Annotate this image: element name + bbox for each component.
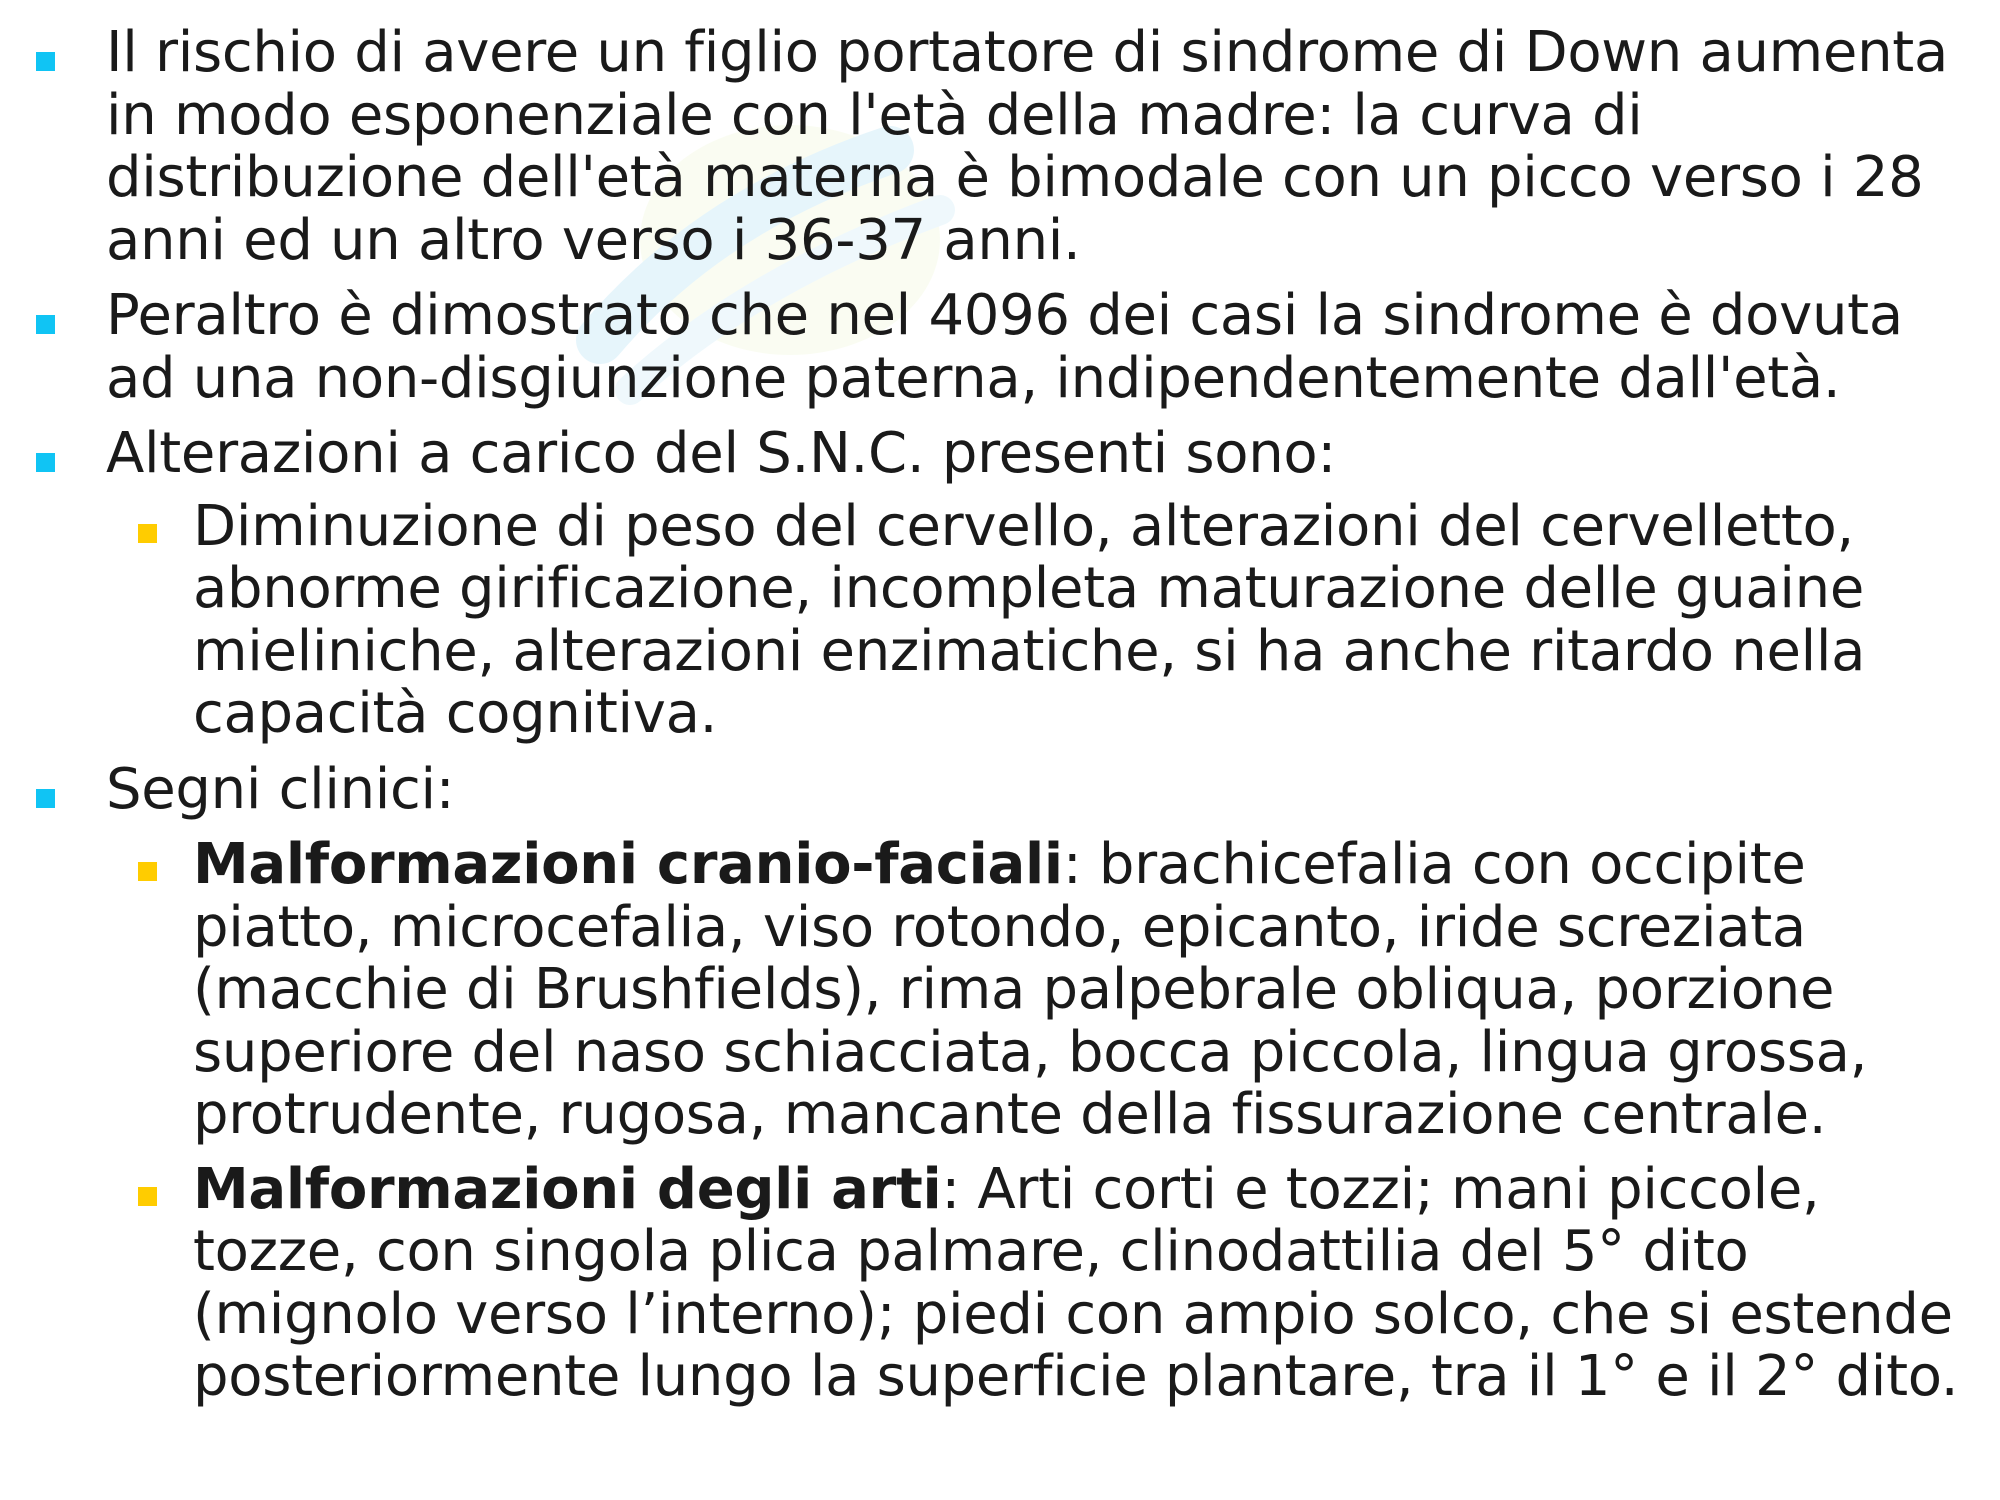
square-bullet-icon <box>36 52 55 71</box>
sub-bullet-item <box>0 834 1993 1147</box>
bullet-text: Il rischio di avere un figlio portatore di sindrome di Down aumenta in modo esponenziale con l'età della madre: la curva di distribuzione dell'età materna è bimodale con un picco verso i 28 anni ed un altro verso i 36-37 anni. <box>106 20 1948 273</box>
square-bullet-icon <box>36 453 55 472</box>
bullet-item <box>0 285 1986 410</box>
bullet-item <box>0 756 1986 822</box>
sub-bullet-heading: Malformazioni degli arti <box>193 1156 942 1222</box>
sub-bullet-body: : Arti corti e tozzi; mani piccole, tozze, con singola plica palmare, clinodattilia del 5° dito (mignolo verso l’interno); piedi con ampio solco, che si estende posteriormente lungo la superficie plantare, tra il 1° e il 2° dito. <box>193 1156 1959 1409</box>
square-bullet-icon <box>138 862 157 881</box>
square-bullet-icon <box>36 789 55 808</box>
sub-bullet-item <box>0 493 1993 746</box>
bullet-text: Peraltro è dimostrato che nel 4096 dei casi la sindrome è dovuta ad una non-disgiunzione paterna, indipendentemente dall'età. <box>106 283 1903 411</box>
sub-bullet-heading: Malformazioni cranio-faciali <box>193 832 1063 897</box>
bullet-item <box>0 423 1986 486</box>
bullet-list <box>0 22 2000 1409</box>
square-bullet-icon <box>138 1187 157 1206</box>
sub-bullet-item <box>0 1156 1993 1409</box>
sub-bullet-text <box>193 834 1993 1147</box>
bullet-item <box>0 22 1986 272</box>
sub-bullet-body: : brachicefalia con occipite piatto, microcefalia, viso rotondo, epicanto, iride screziata (macchie di Brushfields), rima palpebrale obliqua, porzione superiore del naso schiacciata, bocca piccola, lingua grossa, protrudente, rugosa, mancante della fissurazione centrale. <box>193 832 1868 1147</box>
square-bullet-icon <box>138 524 157 543</box>
bullet-text: Alterazioni a carico del S.N.C. presenti sono: <box>106 421 1336 486</box>
square-bullet-icon <box>36 315 55 334</box>
sub-bullet-text: Diminuzione di peso del cervello, alterazioni del cervelletto, abnorme girificazione, incompleta maturazione delle guaine mieliniche, alterazioni enzimatiche, si ha anche ritardo nella capacità cognitiva. <box>193 493 1866 746</box>
sub-bullet-text <box>193 1156 1993 1409</box>
bullet-text: Segni clinici: <box>106 756 455 822</box>
